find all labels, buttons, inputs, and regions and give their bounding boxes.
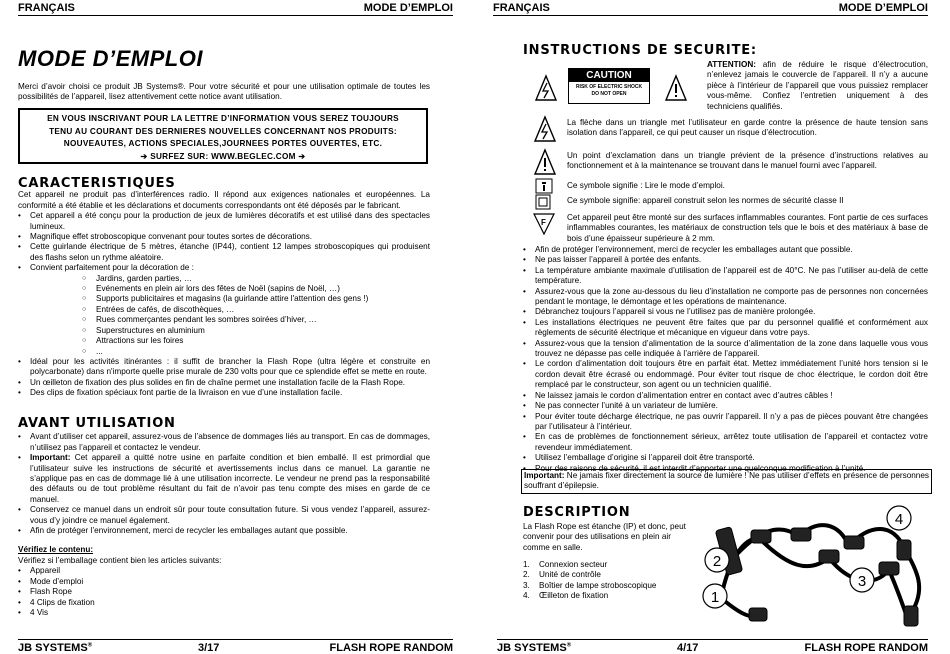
- header-language: FRANÇAIS: [493, 2, 550, 14]
- section-caracteristiques: [18, 176, 430, 399]
- class-2-icon: [535, 194, 551, 210]
- footer-brand: JB SYSTEMS®: [497, 642, 572, 654]
- newsletter-line-1: EN VOUS INSCRIVANT POUR LA LETTRE D’INFORMATION VOUS SEREZ TOUJOURS: [47, 114, 399, 123]
- list-item: [18, 453, 430, 505]
- sublist-item: ○ Evénements en plein air lors des fêtes de Noël (sapins de Noël, …): [96, 284, 430, 294]
- list-item: • En cas de problèmes de fonctionnement sérieux, arrêtez toute utilisation de l’appareil et contactez votre revendeur immédiatement.: [523, 432, 928, 453]
- list-item: • Ne laissez jamais le cordon d’alimentation entrer en contact avec d’autres câbles !: [523, 391, 928, 401]
- list-item: • Convient parfaitement pour la décoration de :: [18, 263, 430, 273]
- list-item: • Flash Rope: [18, 587, 430, 597]
- important-label: Important:: [524, 471, 565, 480]
- list-item: • 4 Vis: [18, 608, 430, 618]
- page-right: [475, 0, 950, 654]
- page-footer: [18, 639, 453, 654]
- page-footer: [497, 639, 928, 654]
- manual-icon: [535, 178, 553, 194]
- exclamation-symbol-text: Un point d’exclamation dans un triangle prévient de la présence d’instructions relatives au fonctionnement et à la maintenance se trouvant dans le manuel fourni avec l’appareil.: [567, 151, 928, 171]
- lightning-symbol-text: La flèche dans un triangle met l’utilisateur en garde contre la présence de haute tension sans isolation dans l’appareil, ce qui peut causer un risque d’électrocution.: [567, 118, 928, 138]
- footer-page-number: 3/17: [198, 642, 220, 654]
- caracteristiques-intro: Cet appareil ne produit pas d’interférences radio. Il répond aux exigences nationales et européennes. La conformité a été établie et les déclarations et documents correspondants ont été déposés par le fabricant.: [18, 190, 430, 210]
- list-item: • Cet appareil a été conçu pour la production de jeux de lumières décoratifs et est utilisé dans des spectacles lumineux.: [18, 211, 430, 232]
- list-item: 1. Connexion secteur: [523, 560, 608, 569]
- list-item: • Afin de protéger l’environnement, merci de recycler les emballages autant que possible.: [523, 245, 928, 255]
- list-item: • Avant d’utiliser cet appareil, assurez-vous de l’absence de dommages liés au transport. En cas de dommages, n’utilisez pas l’appareil et contactez le vendeur.: [18, 432, 430, 453]
- newsletter-line-2: TENU AU COURANT DES DERNIERES NOUVELLES CONCERNANT NOS PRODUITS:: [49, 126, 397, 136]
- list-item: • Débranchez toujours l’appareil si vous ne l’utilisez pas de manière prolongée.: [523, 307, 928, 317]
- caution-label: [568, 68, 650, 104]
- list-item: 3. Boîtier de lampe stroboscopique: [523, 580, 657, 590]
- page-header: [493, 2, 928, 16]
- list-item: • Conservez ce manuel dans un endroit sûr pour toute consultation future. Si vous vendez l’appareil, assurez-vous d’y joindre ce manuel également.: [18, 505, 430, 526]
- callout-4: 4: [894, 511, 904, 528]
- sublist-item: ○ Superstructures en aluminium: [96, 326, 430, 336]
- decoration-sublist: [18, 274, 430, 357]
- list-item: • Assurez-vous que la zone au-dessous du lieu d’installation ne comporte pas de personnes non concernées pendant le montage, le démontage et les opérations de maintenance.: [523, 287, 928, 308]
- list-item: • Utilisez l’emballage d’origine si l’appareil doit être transporté.: [523, 453, 928, 463]
- caution-title: CAUTION: [569, 69, 649, 82]
- verify-title: Vérifiez le contenu:: [18, 545, 94, 555]
- list-item: • Appareil: [18, 566, 430, 576]
- newsletter-line-3: NOUVEAUTES, ACTIONS SPECIALES,JOURNEES PORTES OUVERTES, ETC.: [63, 139, 383, 148]
- list-item: • La température ambiante maximale d’utilisation de l’appareil est de 40°C. Ne pas l’utiliser au-delà de cette température.: [523, 266, 928, 287]
- footer-brand: JB SYSTEMS®: [18, 642, 93, 654]
- caracteristiques-list: [18, 211, 430, 273]
- attention-text: [707, 60, 928, 112]
- list-item: • Ne pas connecter l’unité à un variateur de lumière.: [523, 401, 928, 411]
- list-item: • 4 Clips de fixation: [18, 598, 430, 608]
- list-item: • Des clips de fixation spéciaux font partie de la livraison en vue d’une installation facile.: [18, 388, 430, 398]
- list-item: • Idéal pour les activités itinérantes : il suffit de brancher la Flash Rope (ultra légère et construite en polycarbonate) dans n'importe quelle prise murale de 230 volts pour que ce splendide effet se mette en route.: [18, 357, 430, 378]
- contents-list: [18, 566, 430, 618]
- section-title-avant-utilisation: AVANT UTILISATION: [18, 416, 176, 431]
- list-item: • Mode d’emploi: [18, 577, 430, 587]
- avant-list: [18, 432, 430, 536]
- exclamation-triangle-icon: [665, 74, 687, 102]
- newsletter-link[interactable]: ➔ SURFEZ SUR: WWW.BEGLEC.COM ➔: [140, 151, 306, 161]
- page-header: [18, 2, 453, 16]
- svg-text:F: F: [541, 218, 546, 227]
- list-item: • Ne pas laisser l’appareil à portée des enfants.: [523, 255, 928, 265]
- important-text: Ne jamais fixer directement la source de lumière ! Ne pas utiliser d’effets en présence de personnes souffrant d’épilepsie.: [524, 471, 929, 491]
- sublist-item: ○ Rues commerçantes pendant les sombres soirées d’hiver, …: [96, 315, 430, 325]
- important-box: [521, 469, 932, 494]
- header-language: FRANÇAIS: [18, 2, 75, 14]
- section-title-securite: INSTRUCTIONS DE SECURITE:: [523, 43, 757, 58]
- sublist-item: ○ Attractions sur les foires: [96, 336, 430, 346]
- section-title-description: DESCRIPTION: [523, 505, 631, 520]
- list-item: • Cette guirlande électrique de 5 mètres, étanche (IP44), contient 12 lampes stroboscopiques qui produisent des flashs selon un rythme aléatoire.: [18, 242, 430, 263]
- safety-list: [523, 245, 928, 474]
- main-title: MODE D’EMPLOI: [18, 46, 203, 71]
- sublist-item: ○ Jardins, garden parties, …: [96, 274, 430, 284]
- section-avant-utilisation: [18, 416, 430, 618]
- important-label: Important:: [30, 453, 71, 463]
- list-item: • Magnifique effet stroboscopique convenant pour toutes sortes de décorations.: [18, 232, 430, 242]
- flash-rope-illustration: [699, 498, 939, 638]
- section-title-caracteristiques: CARACTERISTIQUES: [18, 176, 176, 191]
- attention-label: ATTENTION:: [707, 60, 756, 69]
- list-item: • Les installations électriques ne peuvent être faites que par du personnel qualifié et conformément aux règlements de sécurité électrique et mécanique en vigueur dans votre pays.: [523, 318, 928, 339]
- caution-line-2: DO NOT OPEN: [591, 91, 627, 97]
- sublist-item: ○ Entrées de cafés, de discothèques, …: [96, 305, 430, 315]
- callout-3: 3: [857, 573, 867, 590]
- caracteristiques-list-2: [18, 357, 430, 399]
- caution-line-1: RISK OF ELECTRIC SHOCK: [575, 84, 643, 90]
- manual-symbol-text: Ce symbole signifie : Lire le mode d’emploi.: [567, 181, 725, 190]
- callout-2: 2: [712, 553, 722, 570]
- class-2-symbol-text: Ce symbole signifie: appareil construit selon les normes de sécurité classe II: [567, 196, 844, 205]
- header-title: MODE D’EMPLOI: [363, 2, 453, 14]
- list-item: • Assurez-vous que la tension d’alimentation de la source d’alimentation de la zone dans laquelle vous vous trouvez ne dépasse pas celle indiquée à l’arrière de l’appareil.: [523, 339, 928, 360]
- attention-body: afin de réduire le risque d’électrocution, n’enlevez jamais le couvercle de l’appareil. Il n’y a aucune pièce à l’intérieur de l’appareil que vous puissiez remplacer vous-même. Confiez l’entretien uniquement à des techniciens qualifiés.: [707, 60, 928, 111]
- important-text: Cet appareil a quitté notre usine en parfaite condition et bien emballé. Il est primordial que l’utilisateur suive les instructions de sécurité et avertissements inclus dans ce manuel. La garantie ne s’applique pas en cas de dommage lié à une utilisation incorrecte. Le vendeur ne prend pas la responsabilité des défauts ou de tout problème résultant du fait de n’avoir pas tenu compte des mises en garde de ce manuel.: [30, 453, 430, 504]
- footer-page-number: 4/17: [677, 642, 699, 654]
- footer-product: FLASH ROPE RANDOM: [329, 642, 453, 654]
- newsletter-box: [18, 108, 428, 164]
- footer-product: FLASH ROPE RANDOM: [804, 642, 928, 654]
- list-item: • Le cordon d’alimentation doit toujours être en parfait état. Mettez immédiatement l’unité hors tension si le cordon devait être écrasé ou endommagé. Pour éviter tout risque de choc électrique, le cordon doit être remplacé par le constructeur, son agent ou un technicien qualifié.: [523, 359, 928, 390]
- exclamation-triangle-icon: [534, 148, 556, 176]
- sublist-item: ○ Supports publicitaires et magasins (la guirlande attire l'attention des gens !): [96, 294, 430, 304]
- lightning-triangle-icon: [535, 74, 557, 102]
- flammable-surface-icon: [533, 212, 555, 236]
- list-item: • Un œilleton de fixation des plus solides en fin de chaîne permet une installation facile de la Flash Rope.: [18, 378, 430, 388]
- sublist-item: ○ ...: [96, 347, 430, 357]
- verify-intro: Vérifiez si l’emballage contient bien les articles suivants:: [18, 555, 222, 565]
- list-item: 2. Unité de contrôle: [523, 570, 601, 580]
- list-item: • Afin de protéger l’environnement, merci de recycler les emballages autant que possible.: [18, 526, 430, 536]
- header-title: MODE D’EMPLOI: [838, 2, 928, 14]
- description-text: La Flash Rope est étanche (IP) et donc, peut convenir pour des utilisations en plein air comme en salle.: [523, 522, 686, 552]
- parts-list: [523, 560, 693, 602]
- lightning-triangle-icon: [534, 115, 556, 143]
- list-item: • Pour éviter toute décharge électrique, ne pas ouvrir l’appareil. Il n’y a pas de pièces pouvant être changées par l’utilisateur à l’intérieur.: [523, 412, 928, 433]
- list-item: • Pour des raisons de sécurité, il est interdit d’apporter une quelconque modification à l’unité.: [523, 464, 928, 474]
- list-item: 4. Œilleton de fixation: [523, 591, 609, 601]
- intro-text: Merci d’avoir choisi ce produit JB Systems®. Pour votre sécurité et pour une utilisation optimale de toutes les possibilités de l’appareil, lisez attentivement cette notice avant utilisation.: [18, 82, 430, 102]
- callout-1: 1: [710, 589, 720, 606]
- flammable-symbol-text: Cet appareil peut être monté sur des surfaces inflammables courantes. Font partie de ces surfaces inflammables courantes, les matériaux de construction tels que le bois et des matériaux à base de bois d’une épaisseur supérieure à 2 mm.: [567, 213, 928, 243]
